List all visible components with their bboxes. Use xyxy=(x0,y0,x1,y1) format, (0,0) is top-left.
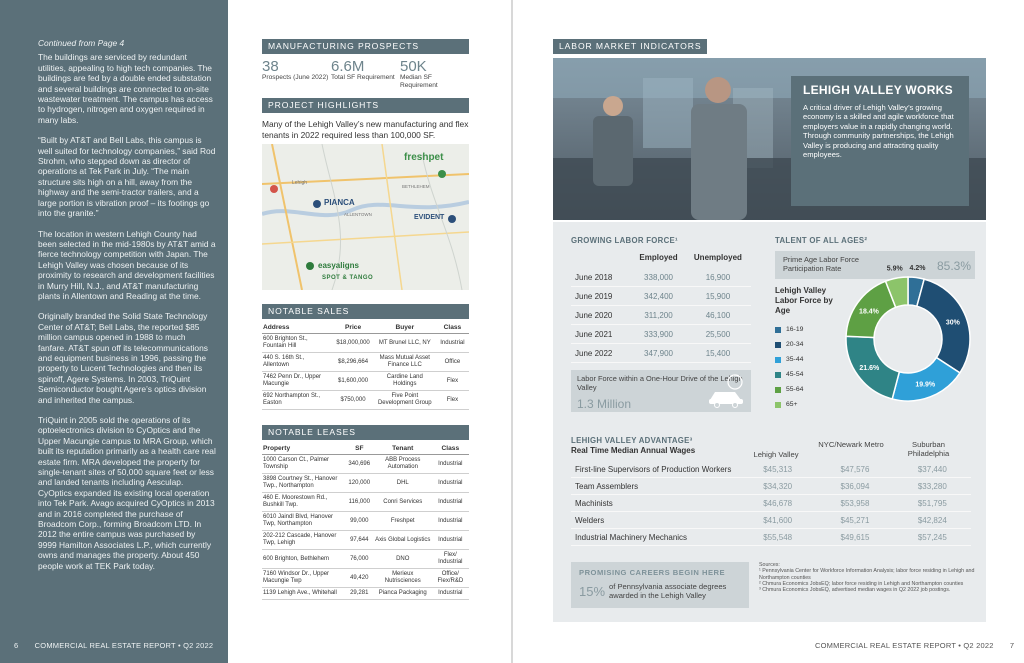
evident-logo: EVIDENT xyxy=(414,214,445,221)
col-header: Lehigh Valley xyxy=(753,450,799,459)
stats-row xyxy=(262,60,469,89)
footer-left xyxy=(14,641,213,650)
legend-swatch xyxy=(775,387,781,393)
legend-item xyxy=(775,367,839,382)
donut-data-label: 30% xyxy=(945,319,960,327)
stat-label: Median SF Requirement xyxy=(400,74,438,89)
cell: $33,280 xyxy=(894,478,971,495)
source-line: ¹ Pennsylvania Center for Workforce Information Analysis; labor force residing in Lehigh and Northampton counties xyxy=(759,568,975,581)
cell: 97,644 xyxy=(345,531,374,550)
section-heading: LABOR MARKET INDICATORS xyxy=(553,39,707,54)
cell: Cardine Land Holdings xyxy=(374,372,436,391)
age-donut-chart xyxy=(833,264,983,414)
donut-data-label: 4.2% xyxy=(909,265,926,273)
story-column xyxy=(38,38,216,581)
donut-data-label: 18.4% xyxy=(859,308,879,316)
cell: Industrial xyxy=(432,474,469,493)
chart-title: Lehigh Valley Labor Force by Age xyxy=(775,286,833,315)
cell: 340,696 xyxy=(345,455,374,474)
cell: Five Point Development Group xyxy=(374,391,436,410)
table-row xyxy=(262,569,469,588)
legend-label: 20-34 xyxy=(786,341,804,348)
wages-subtitle: Real Time Median Annual Wages xyxy=(571,446,696,455)
col-header: Price xyxy=(332,323,373,334)
cell: June 2018 xyxy=(571,268,632,287)
commute-label: Labor Force within a One-Hour Drive of the Lehigh Valley xyxy=(577,374,743,392)
table-row xyxy=(262,372,469,391)
table-row xyxy=(262,334,469,353)
table-row xyxy=(262,474,469,493)
story-paragraph: The location in western Lehigh County had been selected in the mid-1980s by AT&T amid a fierce technology competition with Japan. The Lehigh Valley was chosen because of its proximity to research and development facilities in Murry Hill, N.J., and AT&T manufacturing plants in Allentown and Reading at the time. xyxy=(38,228,216,301)
cell: June 2021 xyxy=(571,325,632,344)
legend-label: 45-54 xyxy=(786,371,804,378)
cell: $750,000 xyxy=(332,391,373,410)
legend-label: 55-64 xyxy=(786,386,804,393)
cell: $53,958 xyxy=(816,495,893,512)
col-header: Property xyxy=(262,444,345,455)
footer-quarter: Q2 2022 xyxy=(183,641,214,650)
story-sidebar xyxy=(0,0,228,663)
cell: Industrial xyxy=(432,531,469,550)
source-line: Sources: xyxy=(759,562,780,568)
page-number: 6 xyxy=(14,641,19,650)
cell: June 2020 xyxy=(571,306,632,325)
legend-swatch xyxy=(775,402,781,408)
cell: Industrial xyxy=(432,455,469,474)
map-label-lehigh: Lehigh xyxy=(292,180,308,186)
cell: 7462 Penn Dr., Upper Macungie xyxy=(262,372,332,391)
cell: 1139 Lehigh Ave., Whitehall xyxy=(262,588,345,600)
col-header: Address xyxy=(262,323,332,334)
cell: June 2022 xyxy=(571,344,632,363)
cell: $37,440 xyxy=(894,461,971,478)
col-header: Class xyxy=(432,444,469,455)
cell: Office/ Flex/R&D xyxy=(432,569,469,588)
footer-right xyxy=(815,641,1014,650)
right-page xyxy=(513,0,1024,663)
table-row xyxy=(571,287,751,306)
table-row xyxy=(571,306,751,325)
cell: Merieux Nutrisciences xyxy=(374,569,432,588)
cell: Axis Global Logistics xyxy=(374,531,432,550)
project-highlights xyxy=(262,98,469,140)
cell: Office xyxy=(436,353,469,372)
cell: 16,900 xyxy=(685,268,751,287)
cell: Flex xyxy=(436,391,469,410)
cell: 342,400 xyxy=(632,287,685,306)
commute-value: 1.3 Million xyxy=(577,397,632,411)
prime-age-value: 85.3% xyxy=(936,259,971,273)
stat-value: 6.6M xyxy=(331,58,365,75)
stat-label: Total SF Requirement xyxy=(331,74,395,81)
table-row xyxy=(262,493,469,512)
legend-item xyxy=(775,397,839,412)
cell: MT Brunel LLC, NY xyxy=(374,334,436,353)
cell: Machinists xyxy=(571,495,739,512)
legend-label: 16-19 xyxy=(786,326,804,333)
legend-swatch xyxy=(775,372,781,378)
labor-panel xyxy=(553,222,986,622)
table-row xyxy=(262,531,469,550)
region-map xyxy=(262,144,469,290)
table-row xyxy=(571,478,971,495)
cell: 49,420 xyxy=(345,569,374,588)
cell: 460 E. Moorestown Rd., Bushkill Twp. xyxy=(262,493,345,512)
cell: 29,281 xyxy=(345,588,374,600)
panel-heading: GROWING LABOR FORCE¹ xyxy=(571,236,678,245)
table-row xyxy=(262,588,469,600)
legend-item xyxy=(775,337,839,352)
table-row xyxy=(262,391,469,410)
footer-quarter: Q2 2022 xyxy=(963,641,994,650)
careers-text: of Pennsylvania associate degrees awarded in the Lehigh Valley xyxy=(609,582,727,601)
cell: June 2019 xyxy=(571,287,632,306)
cell: Industrial xyxy=(432,512,469,531)
story-paragraph: TriQuint in 2005 sold the operations of its optoelectronics division to CyOptics and the Upper Macungie campus to MRA Group, which built its reputation primarily as a health care real estate firm. MRA developed the property for single-tenant sites of 50,000 square feet or less and landed tenants including Aesculap. CyOptics expanded its existing local operation into Tek Park. Avago acquired CyOptics in 2013 and in 2016 completed the purchase of Broadcom Corp., forming Broadcom LTD. In 2012 the entire campus was purchased by 9999 Hamilton Associates L.P., which currently owns and manages the property. About 450 people work at TEK Park today. xyxy=(38,415,216,571)
table-row xyxy=(571,344,751,363)
table-row xyxy=(262,455,469,474)
col-header: Tenant xyxy=(374,444,432,455)
careers-percent: 15% xyxy=(579,584,606,599)
lehigh-valley-advantage xyxy=(571,436,971,546)
chart-legend xyxy=(775,322,839,412)
map-label-bethlehem: BETHLEHEM xyxy=(402,184,430,189)
source-line: ² Chmura Economics JobsEQ; labor force residing in Lehigh and Northampton counties xyxy=(759,580,964,587)
cell: 600 Brighton, Bethlehem xyxy=(262,550,345,569)
table-row xyxy=(262,353,469,372)
cell: $1,600,000 xyxy=(332,372,373,391)
cell: Industrial xyxy=(432,588,469,600)
cell: $45,313 xyxy=(739,461,816,478)
cell: 15,400 xyxy=(685,344,751,363)
table-row xyxy=(262,550,469,569)
table-row xyxy=(571,529,971,546)
page-number: 7 xyxy=(1009,641,1015,650)
stat-value: 38 xyxy=(262,58,279,75)
table-row xyxy=(571,325,751,344)
cell: 338,000 xyxy=(632,268,685,287)
col-header xyxy=(571,251,632,268)
continued-note: Continued from Page 4 xyxy=(38,38,125,48)
easyaligns-logo: easyaligns xyxy=(318,261,359,270)
table-row xyxy=(571,495,971,512)
car-icon xyxy=(707,374,747,408)
footer-bullet: • xyxy=(177,641,181,650)
sources-note xyxy=(759,562,983,593)
cell: Mass Mutual Asset Finance LLC xyxy=(374,353,436,372)
col-header: Class xyxy=(436,323,469,334)
stat-prospects xyxy=(262,60,331,89)
cell: 600 Brighton St., Fountain Hill xyxy=(262,334,332,353)
cell: $34,320 xyxy=(739,478,816,495)
cell: 3898 Courtney St., Hanover Twp., Northampton xyxy=(262,474,345,493)
cell: 333,900 xyxy=(632,325,685,344)
cell: $36,094 xyxy=(816,478,893,495)
col-header: Suburban Philadelphia xyxy=(907,440,950,458)
careers-title: PROMISING CAREERS BEGIN HERE xyxy=(579,568,726,577)
col-header: Buyer xyxy=(374,323,436,334)
legend-swatch xyxy=(775,342,781,348)
cell: $47,576 xyxy=(816,461,893,478)
cell: 99,000 xyxy=(345,512,374,531)
cell: 347,900 xyxy=(632,344,685,363)
hero-textbox xyxy=(791,76,969,206)
legend-item xyxy=(775,322,839,337)
cell: Industrial Machinery Mechanics xyxy=(571,529,739,546)
growing-labor-force xyxy=(571,236,751,363)
panel-heading: LEHIGH VALLEY ADVANTAGE³ xyxy=(571,436,693,445)
cell: $49,615 xyxy=(816,529,893,546)
story-paragraph: “Built by AT&T and Bell Labs, this campus is well suited for technology companies,” said Rod Strohm, who stepped down as director of operations at Tek Park in July. “The main structure sits high on a hill, away from the highway and the semi-tractor trailers, and a large portion is vibration proof – its footings go into the granite.” xyxy=(38,135,216,219)
cell: $41,600 xyxy=(739,512,816,529)
story-paragraph: Originally branded the Solid State Technology Center of AT&T; Bell Labs, the reported $85 million campus opened in 1988 to much fanfare. AT&T spun off its telecommunications and equipment business in 1996, passing the property to Lucent Technologies and then its spinoff, Agere Systems. In 2003, TriQuint Semiconductor bought Agere’s optics division and inherited the campus. xyxy=(38,311,208,405)
notable-leases xyxy=(262,425,469,600)
legend-item xyxy=(775,382,839,397)
cell: Flex xyxy=(436,372,469,391)
cell: Pianca Packaging xyxy=(374,588,432,600)
pianca-logo: PIANCA xyxy=(324,198,355,207)
cell: $57,245 xyxy=(894,529,971,546)
legend-label: 35-44 xyxy=(786,356,804,363)
map-label-allentown: ALLENTOWN xyxy=(344,212,372,217)
cell: Flex/ Industrial xyxy=(432,550,469,569)
stat-value: 50K xyxy=(400,58,427,75)
stat-label: Prospects (June 2022) xyxy=(262,74,329,81)
col-header: SF xyxy=(345,444,374,455)
cell: 202-212 Cascade, Hanover Twp, Lehigh xyxy=(262,531,345,550)
cell: 1000 Carson Ct., Palmer Township xyxy=(262,455,345,474)
donut-data-label: 5.9% xyxy=(886,265,903,273)
cell: ABB Process Automation xyxy=(374,455,432,474)
notable-sales xyxy=(262,304,469,410)
col-header: Employed xyxy=(639,253,678,262)
story-paragraph: The buildings are serviced by redundant utilities, appealing to high tech companies. The buildings are fed by a double ended substation and several buildings are connected to on-site wastewater treatment. The campus has access to hydrogen, nitrogen and oxygen required in many labs. xyxy=(38,52,213,125)
donut-data-label: 21.6% xyxy=(859,364,880,372)
legend-item xyxy=(775,352,839,367)
cell: Industrial xyxy=(432,493,469,512)
cell: $42,824 xyxy=(894,512,971,529)
cell: $46,678 xyxy=(739,495,816,512)
cell: $45,271 xyxy=(816,512,893,529)
cell: Conri Services xyxy=(374,493,432,512)
col-header: NYC/Newark Metro xyxy=(818,440,884,449)
col-header: Unemployed xyxy=(693,253,742,262)
footer-title: COMMERCIAL REAL ESTATE REPORT xyxy=(815,641,956,650)
cell: $51,795 xyxy=(894,495,971,512)
labor-force-table xyxy=(571,251,751,363)
stat-median-sf xyxy=(400,60,469,89)
legend-label: 65+ xyxy=(786,401,798,408)
cell: $8,296,664 xyxy=(332,353,373,372)
panel-heading: TALENT OF ALL AGES² xyxy=(775,236,868,245)
highlights-text: Many of the Lehigh Valley’s new manufacturing and flex tenants in 2022 required less than 100,000 SF. xyxy=(262,119,469,140)
footer-title: COMMERCIAL REAL ESTATE REPORT xyxy=(34,641,176,650)
cell: 15,900 xyxy=(685,287,751,306)
cell: 692 Northampton St., Easton xyxy=(262,391,332,410)
table-row xyxy=(571,512,971,529)
cell: 120,000 xyxy=(345,474,374,493)
section-heading: PROJECT HIGHLIGHTS xyxy=(262,98,469,113)
cell: DNO xyxy=(374,550,432,569)
stat-total-sf xyxy=(331,60,400,89)
freshpet-logo: freshpet xyxy=(404,152,444,163)
wages-table xyxy=(571,461,971,546)
cell: Freshpet xyxy=(374,512,432,531)
footer-bullet: • xyxy=(958,641,962,650)
left-page xyxy=(228,0,511,663)
legend-swatch xyxy=(775,357,781,363)
careers-callout xyxy=(571,562,749,608)
spot-tango-logo: SPOT & TANGO xyxy=(322,275,374,281)
legend-swatch xyxy=(775,327,781,333)
cell: First-line Supervisors of Production Workers xyxy=(571,461,739,478)
section-heading: NOTABLE LEASES xyxy=(262,425,469,440)
hero-text: A critical driver of Lehigh Valley’s growing economy is a skilled and agile workforce that employers value in a rapidly changing world. Through community partnerships, the Lehigh Valley is producing and attracting quality employees. xyxy=(803,103,954,160)
cell: 6010 Jaindl Blvd, Hanover Twp, Northampton xyxy=(262,512,345,531)
cell: $18,000,000 xyxy=(332,334,373,353)
leases-table xyxy=(262,444,469,600)
cell: 116,000 xyxy=(345,493,374,512)
table-row xyxy=(262,512,469,531)
cell: Industrial xyxy=(436,334,469,353)
cell: 440 S. 16th St., Allentown xyxy=(262,353,332,372)
donut-slice-20-34 xyxy=(917,279,970,373)
sales-table xyxy=(262,323,469,410)
section-heading: NOTABLE SALES xyxy=(262,304,469,319)
section-heading: MANUFACTURING PROSPECTS xyxy=(262,39,469,54)
cell: Team Assemblers xyxy=(571,478,739,495)
hero-title: LEHIGH VALLEY WORKS xyxy=(803,83,953,97)
donut-data-label: 19.9% xyxy=(915,381,936,389)
cell: 311,200 xyxy=(632,306,685,325)
manufacturing-prospects xyxy=(262,39,469,89)
cell: 76,000 xyxy=(345,550,374,569)
prime-age-label: Prime Age Labor Force Participation Rate xyxy=(783,255,859,273)
cell: DHL xyxy=(374,474,432,493)
cell: Welders xyxy=(571,512,739,529)
cell: 46,100 xyxy=(685,306,751,325)
cell: $55,548 xyxy=(739,529,816,546)
commute-callout xyxy=(571,370,751,412)
cell: 7160 Windsor Dr., Upper Macungie Twp xyxy=(262,569,345,588)
source-line: ³ Chmura Economics JobsEQ, advertised median wages in Q2 2022 job postings. xyxy=(759,587,951,594)
table-row xyxy=(571,268,751,287)
table-row xyxy=(571,461,971,478)
cell: 25,500 xyxy=(685,325,751,344)
hero-photo xyxy=(553,58,986,220)
